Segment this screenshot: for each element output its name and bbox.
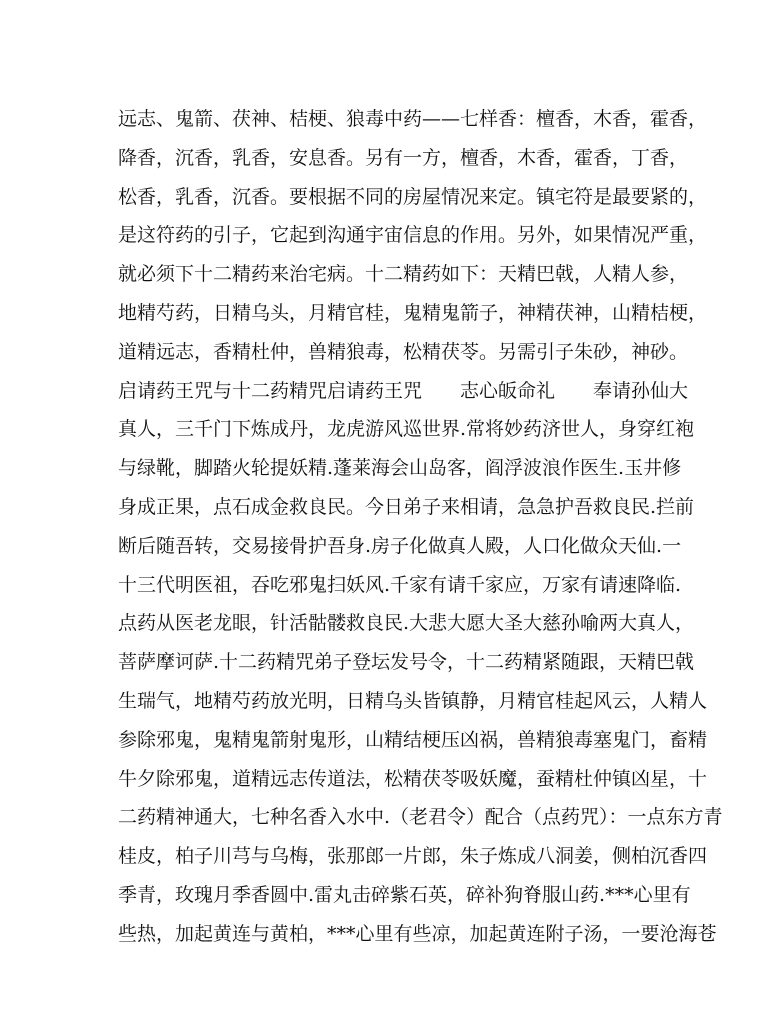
text-line: 二药精神通大，七种名香入水中.（老君令）配合（点药咒）：一点东方青 [118,806,723,829]
text-line: 点药从医老龙眼，针活骷髅救良民.大悲大愿大圣大慈孙喻两大真人， [118,612,695,635]
text-line: 道精远志，香精杜仲，兽精狼毒，松精茯苓。另需引子朱砂，神砂。 [118,340,689,363]
text-line: 十三代明医祖，吞吃邪鬼扫妖风.千家有请千家应，万家有请速降临. [118,573,682,596]
text-line: 些热，加起黄连与黄柏，***心里有些凉，加起黄连附子汤，一要沧海苍 [118,922,717,945]
text-line: 生瑞气，地精芍药放光明，日精乌头皆镇静，月精官桂起风云，人精人 [118,689,708,712]
text-line: 松香，乳香，沉香。要根据不同的房屋情况来定。镇宅符是最要紧的， [118,185,708,208]
text-line: 身成正果，点石成金救良民。今日弟子来相请，急急护吾救良民.拦前 [118,495,695,518]
text-line: 降香，沉香，乳香，安息香。另有一方，檀香，木香，霍香，丁香， [118,146,689,169]
text-line: 地精芍药，日精乌头，月精官桂，鬼精鬼箭子，神精茯神，山精桔梗， [118,301,708,324]
text-line: 断后随吾转，交易接骨护吾身.房子化做真人殿，人口化做众天仙.一 [118,534,682,557]
text-line: 就必须下十二精药来治宅病。十二精药如下：天精巴戟，人精人参， [118,263,689,286]
text-line: 与绿靴，脚踏火轮提妖精.蓬莱海会山岛客，阎浮波浪作医生.玉井修 [118,457,682,480]
text-line: 季青，玫瑰月季香圆中.雷丸击碎紫石英，碎补狗脊服山药.***心里有 [118,883,691,906]
text-line: 牛夕除邪鬼，道精远志传道法，松精茯苓吸妖魔，蚕精杜仲镇凶星，十 [118,767,708,790]
body-text [118,100,723,954]
text-line: 桂皮，柏子川芎与乌梅，张那郎一片郎，朱子炼成八洞姜，侧柏沉香四 [118,845,708,868]
text-line: 参除邪鬼，鬼精鬼箭射鬼形，山精结梗压凶祸，兽精狼毒塞鬼门，畜精 [118,728,708,751]
text-line: 远志、鬼箭、茯神、桔梗、狼毒中药——七样香：檀香，木香，霍香， [118,108,708,130]
text-line: 启请药王咒与十二药精咒启请药王咒 志心皈命礼 奉请孙仙大 [118,379,689,402]
text-line: 菩萨摩诃萨.十二药精咒弟子登坛发号令，十二药精紧随跟，天精巴戟 [118,651,695,674]
text-line: 真人，三千门下炼成丹，龙虎游风巡世界.常将妙药济世人，身穿红袍 [118,418,695,441]
text-line: 是这符药的引子，它起到沟通宇宙信息的作用。另外，如果情况严重， [118,224,708,247]
